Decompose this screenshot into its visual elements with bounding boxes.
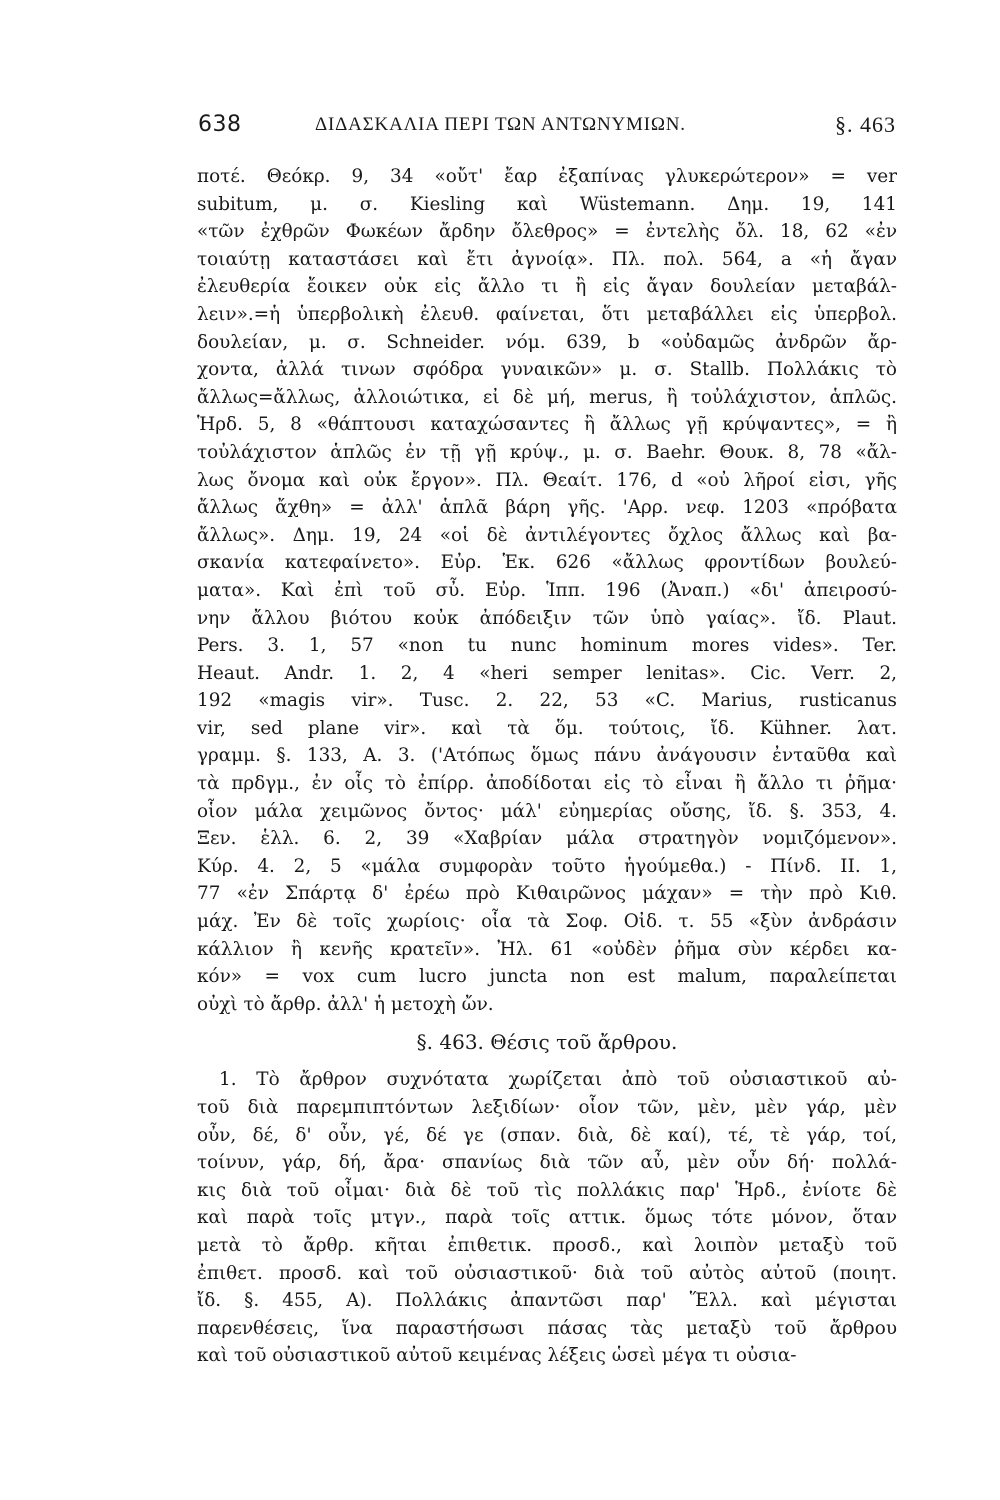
text-line: Ξεν. ἑλλ. 6. 2, 39 «Χαβρίαν μάλα στρατηγὸν νομιζόμενον». [197,828,897,850]
page-number: 638 [198,112,242,137]
text-line: 1. Τὸ ἄρθρον συχνότατα χωρίζεται ἀπὸ τοῦ οὐσιαστικοῦ αὐ- [219,1069,897,1091]
section-heading: §. 463. Θέσις τοῦ ἄρθρου. [416,1030,678,1055]
running-header [198,112,898,148]
text-line: ἄλλως=ἄλλως, ἀλλοιώτικα, εἰ δὲ μή, merus, ἢ τοὐλάχιστον, ἁπλῶς. [197,386,897,408]
text-line: οὐχὶ τὸ ἄρθρ. ἀλλ' ἡ μετοχὴ ὤν. [197,993,494,1015]
text-line: ἴδ. §. 455, A). Πολλάκις ἀπαντῶσι παρ' Ἕλλ. καὶ μέγισται [197,1290,897,1312]
text-line: ἐπιθετ. προσδ. καὶ τοῦ οὐσιαστικοῦ· διὰ τοῦ αὐτὸς αὐτοῦ (ποιητ. [197,1262,897,1284]
text-line: τοῦ διὰ παρεμπιπτόντων λεξιδίων· οἷον τῶν, μὲν, μὲν γάρ, μὲν [197,1097,897,1118]
text-line: ματα». Καὶ ἐπὶ τοῦ σὖ. Εὐρ. Ἱππ. 196 (Ἀναπ.) «δι' ἀπειροσύ- [197,579,897,601]
text-line: καὶ τοῦ οὐσιαστικοῦ αὐτοῦ κειμένας λέξεις ὡσεὶ μέγα τι οὐσια- [197,1345,797,1367]
text-line: κόν» = vox cum lucro juncta non est malum, παραλείπεται [197,966,897,988]
text-line: Heaut. Andr. 1. 2, 4 «heri semper lenitas». Cic. Verr. 2, [197,662,897,684]
text-line: Κύρ. 4. 2, 5 «μάλα συμφορὰν τοῦτο ἡγούμεθα.) - Πίνδ. II. 1, [197,855,897,877]
text-line: σκανία κατεφαίνετο». Εὐρ. Ἑκ. 626 «ἄλλως φροντίδων βουλεύ- [197,552,897,574]
text-line: 192 «magis vir». Tusc. 2. 22, 53 «C. Marius, rusticanus [197,690,897,712]
text-line: παρενθέσεις, ἵνα παραστήσωσι πάσας τὰς μεταξὺ τοῦ ἄρθρου [197,1317,897,1339]
text-line: οἷον μάλα χειμῶνος ὄντος· μάλ' εὐημερίας οὔσης, ἴδ. §. 353, 4. [197,800,897,822]
text-line: vir, sed plane vir». καὶ τὰ ὅμ. τούτοις, ἴδ. Kühner. λατ. [197,717,897,739]
text-line: μετὰ τὸ ἄρθρ. κῆται ἐπιθετικ. προσδ., καὶ λοιπὸν μεταξὺ τοῦ [197,1234,897,1256]
paragraph-continuation [197,163,897,1018]
text-line: ἐλευθερία ἔοικεν οὐκ εἰς ἄλλο τι ἢ εἰς ἄγαν δουλείαν μεταβάλ- [197,276,897,298]
text-line: δουλείαν, μ. σ. Schneider. νόμ. 639, b «οὐδαμῶς ἀνδρῶν ἄρ- [197,331,897,353]
text-line: καὶ παρὰ τοῖς μτγν., παρὰ τοῖς αττικ. ὅμως τότε μόνον, ὅταν [197,1207,897,1229]
text-line: τοιαύτῃ καταστάσει καὶ ἔτι ἀγνοίᾳ». Πλ. πολ. 564, a «ἡ ἄγαν [197,248,897,270]
text-line: τοὐλάχιστον ἁπλῶς ἐν τῇ γῇ κρύψ., μ. σ. Baehr. Θουκ. 8, 78 «ἄλ- [197,441,897,463]
text-line: τὰ πρδγμ., ἐν οἷς τὸ ἐπίρρ. ἀποδίδοται εἰς τὸ εἶναι ἢ ἄλλο τι ῥῆμα· [197,773,897,795]
text-line: κάλλιον ἢ κενῆς κρατεῖν». Ἠλ. 61 «οὐδὲν ῥῆμα σὺν κέρδει κα- [197,938,897,960]
text-line: 77 «ἐν Σπάρτᾳ δ' ἐρέω πρὸ Κιθαιρῶνος μάχαν» = τὴν πρὸ Κιθ. [197,883,897,905]
text-line: λως ὄνομα καὶ οὐκ ἔργον». Πλ. Θεαίτ. 176, d «οὐ λῆροί εἰσι, γῆς [197,469,897,491]
text-line: οὖν, δέ, δ' οὖν, γέ, δέ γε (σπαν. διὰ, δὲ καί), τέ, τὲ γάρ, τοί, [197,1124,897,1146]
page-body [197,163,897,1370]
text-line: τοίνυν, γάρ, δή, ἄρα· σπανίως διὰ τῶν αὖ, μὲν οὖν δή· πολλά- [197,1152,897,1174]
text-line: μάχ. Ἐν δὲ τοῖς χωρίοις· οἷα τὰ Σοφ. Οἰδ. τ. 55 «ξὺν ἀνδράσιν [197,911,897,933]
text-line: ποτέ. Θεόκρ. 9, 34 «οὔτ' ἔαρ ἐξαπίνας γλυκερώτερον» = ver [197,166,897,187]
text-line: κις διὰ τοῦ οἶμαι· διὰ δὲ τοῦ τὶς πολλάκις παρ' Ἡρδ., ἐνίοτε δὲ [197,1179,897,1201]
running-title: ΔΙΔΑΣΚΑΛΙΑ ΠΕΡΙ ΤΩΝ ΑΝΤΩΝΥΜΙΩΝ. [315,114,686,135]
text-line: γραμμ. §. 133, A. 3. ('Ατόπως ὅμως πάνυ ἀνάγουσιν ἐνταῦθα καὶ [197,745,897,767]
section-reference: §. 463 [835,112,896,137]
text-line: ἄλλως ἄχθη» = ἀλλ' ἁπλᾶ βάρη γῆς. 'Αρρ. νεφ. 1203 «πρόβατα [197,497,897,519]
text-line: Ἡρδ. 5, 8 «θάπτουσι καταχώσαντες ἢ ἄλλως γῇ κρύψαντες», = ἢ [197,414,897,436]
text-line: χοντα, ἀλλά τινων σφόδρα γυναικῶν» μ. σ. Stallb. Πολλάκις τὸ [197,359,897,381]
text-line: λειν».=ἡ ὑπερβολικὴ ἐλευθ. φαίνεται, ὅτι μεταβάλλει εἰς ὑπερβολ. [197,303,897,325]
paragraph-article-position [197,1066,897,1370]
text-line: «τῶν ἐχθρῶν Φωκέων ἄρδην ὄλεθρος» = ἐντελὴς ὄλ. 18, 62 «ἐν [197,221,897,243]
text-line: Pers. 3. 1, 57 «non tu nunc hominum mores vides». Ter. [197,635,897,657]
text-line: subitum, μ. σ. Kiesling καὶ Wüstemann. Δημ. 19, 141 [197,193,897,215]
text-line: νην ἄλλου βιότου κοὐκ ἀπόδειξιν τῶν ὑπὸ γαίας». ἴδ. Plaut. [197,607,897,629]
text-line: ἄλλως». Δημ. 19, 24 «οἱ δὲ ἀντιλέγοντες ὄχλος ἄλλως καὶ βα- [197,524,897,546]
